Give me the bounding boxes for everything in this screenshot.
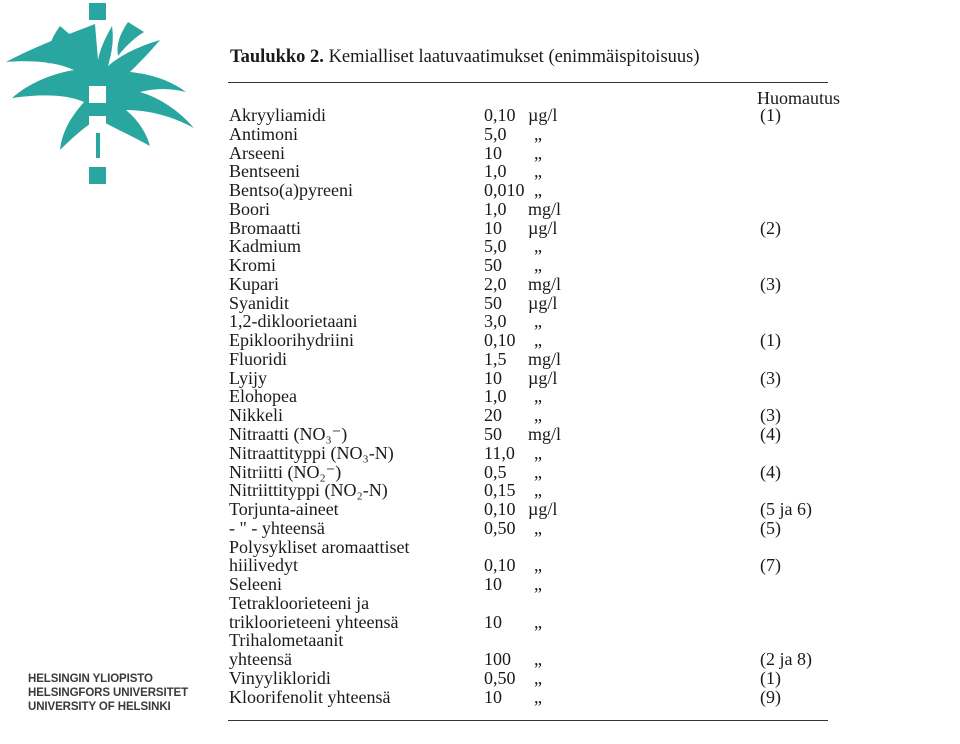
limit-value: 10	[484, 217, 502, 238]
limit-value: 0,50	[484, 667, 516, 688]
table-row	[0, 425, 960, 444]
limit-unit: „	[534, 311, 542, 332]
limit-value: 1,0	[484, 161, 507, 182]
table-row	[0, 331, 960, 350]
limit-unit: „	[534, 686, 542, 707]
limit-unit: µg/l	[528, 292, 558, 313]
substance-name: Nitraattityppi (NO₃-N)	[229, 442, 394, 463]
table-row	[0, 294, 960, 313]
limit-unit: „	[534, 255, 542, 276]
limit-unit: „	[534, 123, 542, 144]
limit-value: 20	[484, 405, 502, 426]
table-row	[0, 650, 960, 669]
limit-unit: „	[534, 442, 542, 463]
limit-unit: „	[534, 555, 542, 576]
university-name-en: UNIVERSITY OF HELSINKI	[28, 701, 171, 713]
limit-unit: „	[534, 405, 542, 426]
table-row	[0, 200, 960, 219]
table-row	[0, 312, 960, 331]
note-column-header: Huomautus	[757, 88, 840, 108]
limit-unit: „	[534, 142, 542, 163]
note-ref: (4)	[760, 424, 781, 445]
limit-value: 3,0	[484, 311, 507, 332]
limit-value: 100	[484, 649, 511, 670]
substance-name: Nitriittityppi (NO₂-N)	[229, 480, 388, 501]
substance-name: Elohopea	[229, 386, 297, 407]
limit-value: 1,0	[484, 198, 507, 219]
table-row	[0, 350, 960, 369]
limit-value: 10	[484, 611, 502, 632]
substance-name: Syanidit	[229, 292, 290, 313]
table-row	[0, 519, 960, 538]
limit-value: 50	[484, 255, 502, 276]
table-row	[0, 556, 960, 575]
limit-value: 0,10	[484, 330, 516, 351]
substance-name: Boori	[229, 198, 271, 219]
table-number: Taulukko 2.	[230, 47, 324, 67]
table-row	[0, 500, 960, 519]
substance-name: yhteensä	[229, 649, 292, 670]
limit-value: 50	[484, 292, 502, 313]
substance-name: Kromi	[229, 255, 276, 276]
limit-unit: „	[534, 480, 542, 501]
note-ref: (9)	[760, 686, 781, 707]
limit-value: 1,5	[484, 348, 507, 369]
note-ref: (1)	[760, 105, 781, 125]
limit-unit: mg/l	[528, 198, 562, 219]
limit-unit: „	[534, 517, 542, 538]
substance-name: Kloorifenolit yhteensä	[229, 686, 391, 707]
limit-value: 1,0	[484, 386, 507, 407]
substance-name: Nikkeli	[229, 405, 283, 426]
table-row	[0, 444, 960, 463]
substance-name: Arseeni	[229, 142, 285, 163]
table-row	[0, 125, 960, 144]
table-caption: Kemialliset laatuvaatimukset (enimmäispitoisuus)	[328, 47, 700, 67]
note-ref: (5)	[760, 517, 781, 538]
table-row	[0, 237, 960, 256]
note-ref: (3)	[760, 405, 781, 426]
university-name-fi: HELSINGIN YLIOPISTO	[28, 673, 153, 685]
note-ref: (3)	[760, 273, 781, 294]
note-ref: (7)	[760, 555, 781, 576]
limit-value: 0,010	[484, 180, 525, 201]
note-ref: (5 ja 6)	[760, 499, 812, 520]
table-row	[0, 256, 960, 275]
note-ref: (1)	[760, 667, 781, 688]
table-row	[0, 106, 960, 125]
limit-unit: „	[534, 649, 542, 670]
limit-value: 10	[484, 686, 502, 707]
substance-name: Nitraatti (NO₃⁻)	[229, 424, 348, 445]
limit-unit: „	[534, 330, 542, 351]
limit-unit: µg/l	[528, 105, 558, 125]
substance-name: Lyijy	[229, 367, 268, 388]
table-row	[0, 406, 960, 425]
table-row	[0, 181, 960, 200]
note-ref: (2 ja 8)	[760, 649, 812, 670]
table-row	[0, 275, 960, 294]
table-row	[0, 538, 960, 557]
limit-value: 0,10	[484, 105, 516, 125]
table-row	[0, 369, 960, 388]
limit-value: 0,15	[484, 480, 516, 501]
substance-name: hiilivedyt	[229, 555, 298, 576]
limit-value: 10	[484, 367, 502, 388]
limit-unit: „	[534, 386, 542, 407]
table-row	[0, 688, 960, 707]
table-row	[0, 219, 960, 238]
table-row	[0, 387, 960, 406]
substance-name: Epikloorihydriini	[229, 330, 354, 351]
table-row	[0, 631, 960, 650]
substance-name: Nitriitti (NO₂⁻)	[229, 461, 342, 482]
limit-value: 11,0	[484, 442, 515, 463]
university-name-sv: HELSINGFORS UNIVERSITET	[28, 687, 188, 699]
substance-name: Antimoni	[229, 123, 299, 144]
limit-value: 10	[484, 142, 502, 163]
table-row	[0, 594, 960, 613]
limit-unit: „	[534, 161, 542, 182]
substance-name: Akryyliamidi	[229, 105, 326, 125]
limit-unit: µg/l	[528, 217, 558, 238]
limit-value: 5,0	[484, 236, 507, 257]
substance-name: Bentseeni	[229, 161, 300, 182]
substance-name: Torjunta-aineet	[229, 499, 339, 520]
limit-value: 10	[484, 574, 502, 595]
note-ref: (4)	[760, 461, 781, 482]
limit-value: 0,10	[484, 555, 516, 576]
substance-name: Kupari	[229, 273, 279, 294]
limit-unit: µg/l	[528, 499, 558, 520]
substance-name: Bentso(a)pyreeni	[229, 180, 353, 201]
limit-value: 0,50	[484, 517, 516, 538]
table-top-rule	[228, 82, 828, 83]
limit-unit: µg/l	[528, 367, 558, 388]
substance-name: - " - yhteensä	[229, 517, 325, 538]
substance-name: 1,2-dikloorietaani	[229, 311, 358, 332]
limit-unit: „	[534, 461, 542, 482]
substance-name: Tetrakloorieteeni ja	[229, 592, 370, 613]
limit-unit: mg/l	[528, 273, 562, 294]
substance-name: Bromaatti	[229, 217, 301, 238]
table-row	[0, 669, 960, 688]
limit-value: 50	[484, 424, 502, 445]
table-title	[230, 47, 700, 68]
limit-value: 0,10	[484, 499, 516, 520]
note-ref: (3)	[760, 367, 781, 388]
table-bottom-rule	[228, 720, 828, 721]
table-row	[0, 463, 960, 482]
substance-name: trikloorieteeni yhteensä	[229, 611, 399, 632]
limit-value: 0,5	[484, 461, 507, 482]
substance-name: Fluoridi	[229, 348, 288, 369]
table-row	[0, 162, 960, 181]
note-ref: (2)	[760, 217, 781, 238]
substance-name: Vinyylikloridi	[229, 667, 331, 688]
limit-unit: „	[534, 574, 542, 595]
table-row	[0, 575, 960, 594]
limit-unit: „	[534, 236, 542, 257]
note-ref: (1)	[760, 330, 781, 351]
limit-unit: „	[534, 611, 542, 632]
limit-unit: mg/l	[528, 424, 562, 445]
limit-value: 5,0	[484, 123, 507, 144]
table-row	[0, 144, 960, 163]
table-row	[0, 481, 960, 500]
substance-name: Seleeni	[229, 574, 282, 595]
limit-unit: „	[534, 180, 542, 201]
table-body	[0, 106, 960, 707]
limit-value: 2,0	[484, 273, 507, 294]
substance-name: Polysykliset aromaattiset	[229, 536, 410, 557]
substance-name: Kadmium	[229, 236, 301, 257]
table-row	[0, 613, 960, 632]
substance-name: Trihalometaanit	[229, 630, 344, 651]
limit-unit: „	[534, 667, 542, 688]
limit-unit: mg/l	[528, 348, 562, 369]
